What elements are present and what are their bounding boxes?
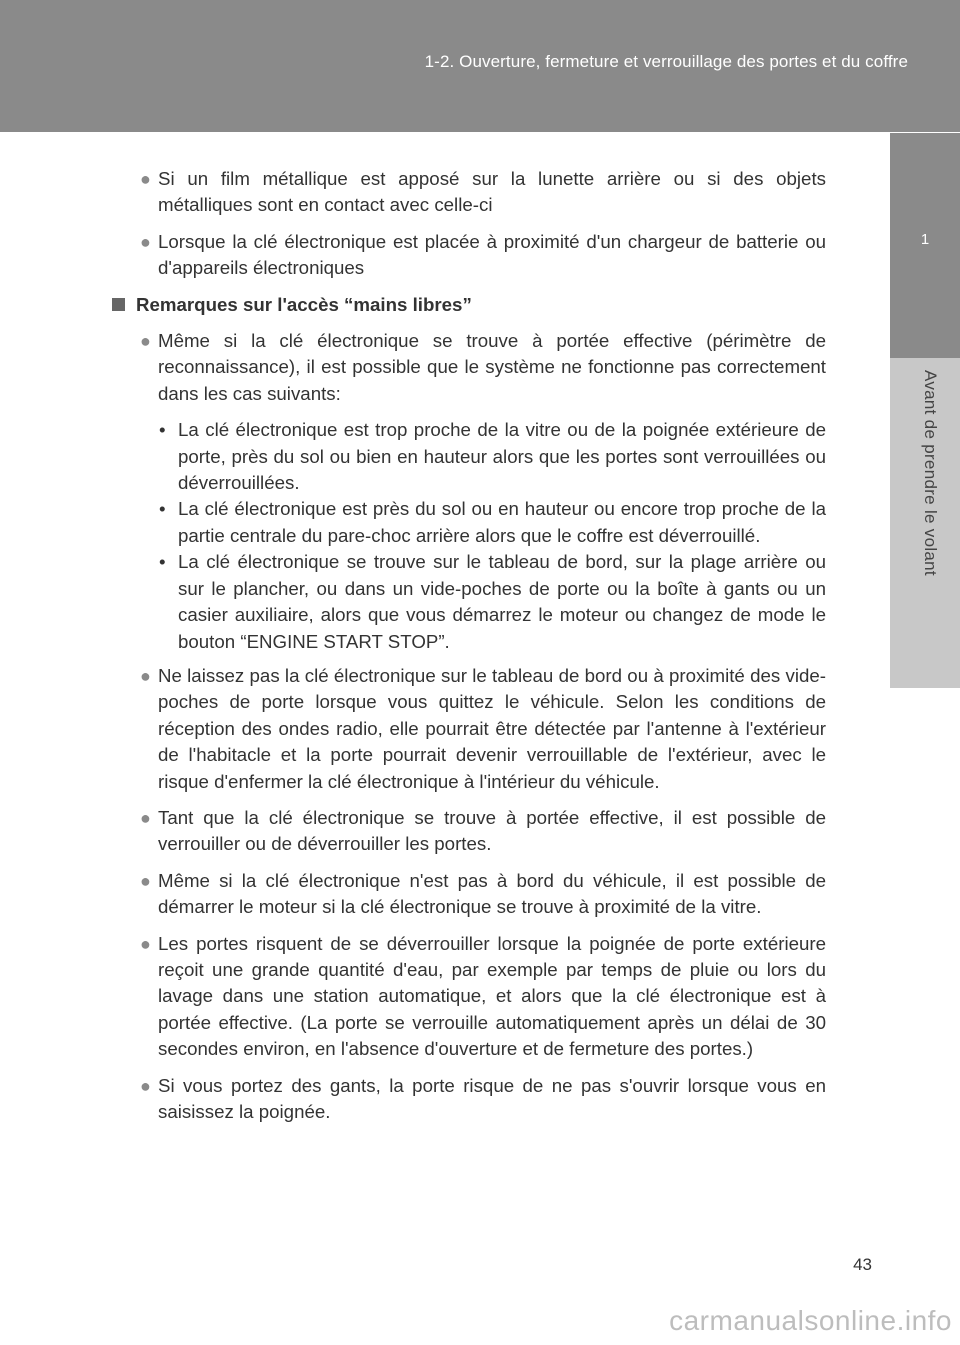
list-item-text: Même si la clé électronique n'est pas à bord du véhicule, il est possible de démarrer le moteur si la clé électronique se trouve à proximité de la vitre. — [158, 869, 826, 918]
sub-list-item — [112, 417, 826, 496]
sub-list-item — [112, 496, 826, 549]
list-item — [112, 663, 826, 795]
page-number: 43 — [853, 1255, 872, 1274]
list-item-text: Ne laissez pas la clé électronique sur le tableau de bord ou à proximité des vide-poches de porte lorsque vous quittez le véhicule. Selon les conditions de réception des ondes radio, elle pourrait être détectée par l'antenne à l'extérieur de l'habitacle et la porte pourrait devenir verrouillable de l'extérieur, avec le risque d'enfermer la clé électronique à l'intérieur du véhicule. — [158, 664, 826, 792]
chapter-number: 1 — [920, 231, 930, 248]
list-item-text: Si vous portez des gants, la porte risque de ne pas s'ouvrir lorsque vous en saisissez la poignée. — [158, 1074, 826, 1122]
section-heading — [112, 292, 826, 318]
list-item — [112, 1073, 826, 1126]
list-item-text: Tant que la clé électronique se trouve à portée effective, il est possible de verrouiller ou de déverrouiller les portes. — [158, 806, 826, 855]
list-item — [112, 931, 826, 1063]
bullet-circle-icon: ● — [140, 1075, 151, 1096]
header-band — [0, 0, 960, 132]
list-item-text: Même si la clé électronique se trouve à portée effective (périmètre de reconnaissance), il est possible que le système ne fonctionne pas correctement dans les cas suivants: — [158, 330, 826, 404]
sub-bullet-icon: • — [159, 419, 166, 441]
list-item — [112, 328, 826, 407]
section-title: 1-2. Ouverture, fermeture et verrouillage des portes et du coffre — [424, 52, 908, 71]
list-item-text: Lorsque la clé électronique est placée à proximité d'un chargeur de batterie ou d'appareils électroniques — [158, 230, 826, 279]
sub-list-item-text: La clé électronique est trop proche de la vitre ou de la poignée extérieure de porte, près du sol ou bien en hauteur alors que les portes sont verrouillées ou déverrouillées. — [178, 419, 826, 494]
bullet-circle-icon: ● — [140, 665, 151, 686]
list-item — [112, 166, 826, 219]
list-item — [112, 229, 826, 282]
bullet-circle-icon: ● — [140, 331, 151, 352]
bullet-circle-icon: ● — [140, 807, 151, 828]
bullet-circle-icon: ● — [140, 933, 151, 954]
sub-list-item — [112, 549, 826, 655]
sub-list-item-text: La clé électronique se trouve sur le tableau de bord, sur la plage arrière ou sur le plancher, ou dans un vide-poches de porte ou la boîte à gants ou un casier auxiliaire, alors que vous démarrez le moteur ou changez de mode le bouton “ENGINE START STOP”. — [178, 551, 826, 652]
square-bullet-icon — [112, 298, 125, 311]
bullet-circle-icon: ● — [140, 231, 151, 252]
chapter-tab — [890, 133, 960, 358]
sub-list — [112, 417, 826, 655]
list-item-text: Les portes risquent de se déverrouiller lorsque la poignée de porte extérieure reçoit une grande quantité d'eau, par exemple par temps de pluie ou lors du lavage dans une station automatique, et alors que la clé électronique est à portée effective. (La porte se verrouille automatiquement après un délai de 30 secondes environ, en l'absence d'ouverture et de fermeture des portes.) — [158, 932, 826, 1060]
list-item — [112, 805, 826, 858]
chapter-label-tab — [890, 358, 960, 688]
bullet-circle-icon: ● — [140, 870, 151, 891]
list-item-text: Si un film métallique est apposé sur la lunette arrière ou si des objets métalliques sont en contact avec celle-ci — [158, 168, 826, 216]
chapter-label: Avant de prendre le volant — [921, 370, 940, 576]
section-heading-text: Remarques sur l'accès “mains libres” — [136, 293, 472, 315]
sub-bullet-icon: • — [159, 498, 166, 520]
page-content — [112, 166, 826, 1135]
bullet-circle-icon: ● — [140, 169, 151, 189]
sub-list-item-text: La clé électronique est près du sol ou en hauteur ou encore trop proche de la partie centrale du pare-choc arrière alors que le coffre est déverrouillé. — [178, 498, 826, 546]
list-item — [112, 868, 826, 921]
watermark: carmanualsonline.info — [669, 1305, 952, 1336]
sub-bullet-icon: • — [159, 551, 166, 573]
